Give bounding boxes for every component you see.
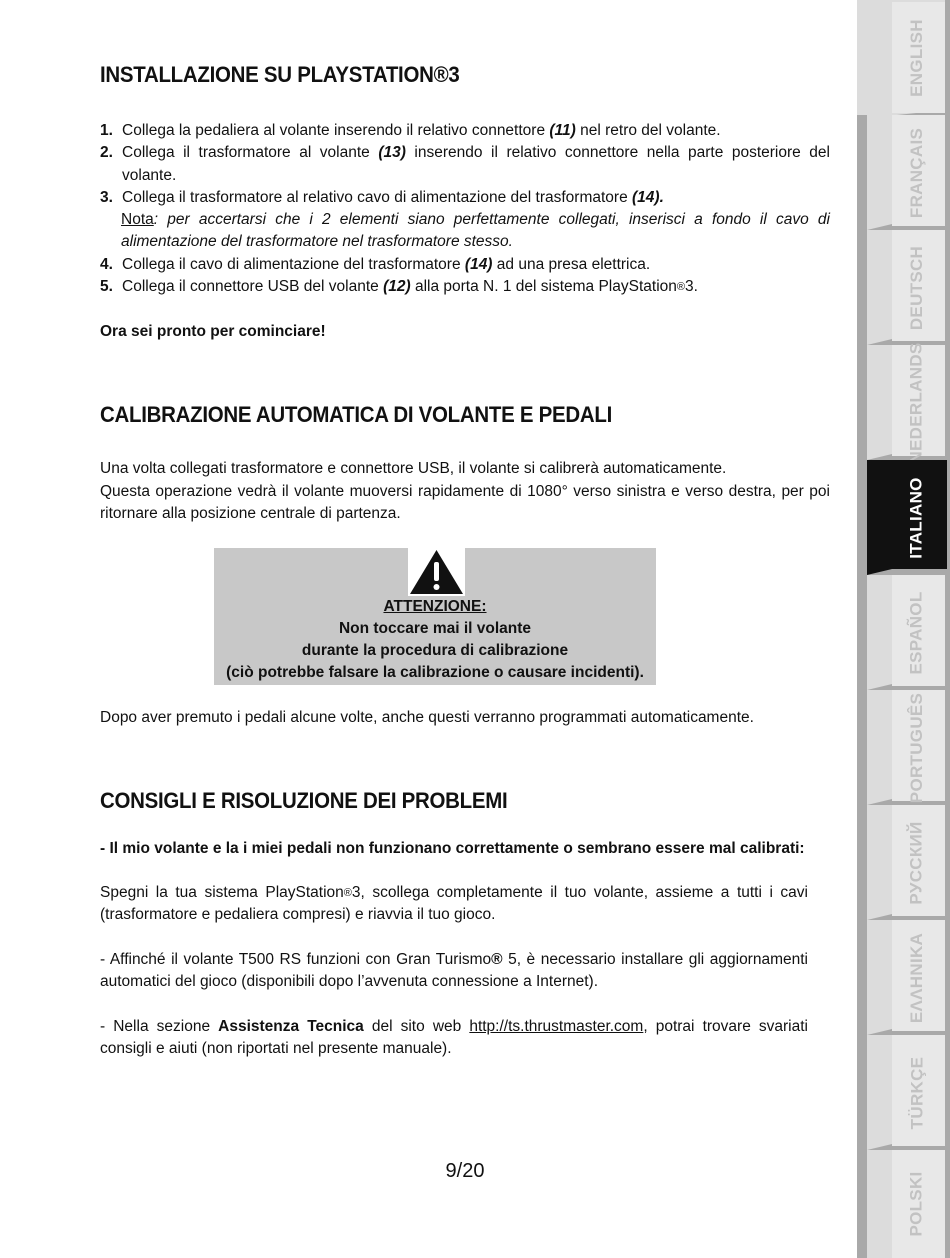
paragraph-text: - Nella sezione bbox=[100, 1018, 219, 1035]
answer-text: Spegni la tua sistema PlayStation bbox=[100, 884, 344, 901]
part-ref: (14). bbox=[632, 188, 664, 206]
step-text: Collega la pedaliera al volante inserendo il relativo connettore bbox=[122, 122, 550, 139]
troubleshooting-paragraph-3 bbox=[100, 1016, 808, 1061]
part-ref: (11) bbox=[549, 122, 576, 139]
warning-title: ATTENZIONE: bbox=[383, 598, 487, 615]
paragraph-text: del sito web bbox=[363, 1018, 470, 1035]
tab-portugues[interactable] bbox=[857, 690, 950, 805]
tab-espanol[interactable] bbox=[857, 575, 950, 690]
section-title-troubleshooting: CONSIGLI E RISOLUZIONE DEI PROBLEMI bbox=[100, 788, 508, 813]
answer-text: 3, scollega completamente il tuo volante, assieme a tutti i cavi (trasformatore e pedaliera compresi) e riavvia il tuo gioco. bbox=[100, 884, 808, 924]
paragraph-text: 5, è necessario installare gli aggiornamenti automatici del gioco (disponibili dopo l’avvenuta connessione a Internet). bbox=[100, 951, 808, 991]
part-ref: (14) bbox=[464, 255, 493, 273]
step-text: alla porta N. 1 del sistema PlayStation bbox=[410, 278, 677, 296]
paragraph-text: - Affinché il volante T500 RS funzioni con Gran Turismo bbox=[100, 951, 492, 968]
step-4 bbox=[100, 254, 830, 276]
troubleshooting-paragraph-2 bbox=[100, 949, 808, 994]
tab-label: ESPAÑOL bbox=[907, 590, 926, 675]
calibration-paragraph-1: Una volta collegati trasformatore e connettore USB, il volante si calibrerà automaticamente. bbox=[100, 460, 727, 477]
tab-label: POLSKI bbox=[907, 1171, 926, 1237]
registered-mark: ® bbox=[491, 951, 503, 968]
step-text: nel retro del volante. bbox=[575, 122, 721, 139]
troubleshooting-question-1: - Il mio volante e la i miei pedali non funzionano correttamente o sembrano essere mal calibrati: bbox=[100, 840, 805, 857]
warning-line-3: (ciò potrebbe falsare la calibrazione o causare incidenti). bbox=[226, 664, 644, 681]
calibration-warning-box bbox=[214, 548, 656, 685]
support-website-link[interactable]: http://ts.thrustmaster.com bbox=[469, 1018, 644, 1035]
calibration-paragraph-3: Dopo aver premuto i pedali alcune volte, anche questi verranno programmati automaticamente. bbox=[100, 709, 754, 726]
tab-label: PORTUGUÊS bbox=[907, 692, 927, 803]
calibration-paragraph-2: Questa operazione vedrà il volante muoversi rapidamente di 1080° verso sinistra e verso destra, per poi ritornare alla posizione centrale di partenza. bbox=[100, 483, 830, 523]
note-text: : per accertarsi che i 2 elementi siano perfettamente collegati, inserisci a fondo il cavo di alimentazione del trasformatore nel trasformatore stesso. bbox=[121, 211, 830, 251]
step-text: Collega il connettore USB del volante bbox=[122, 278, 384, 296]
ready-message: Ora sei pronto per cominciare! bbox=[100, 323, 326, 340]
page-number: 9/20 bbox=[445, 1160, 485, 1182]
tab-turkce[interactable] bbox=[857, 1035, 950, 1150]
registered-mark: ® bbox=[676, 281, 685, 294]
tab-greek[interactable] bbox=[857, 920, 950, 1035]
step-3 bbox=[100, 187, 830, 209]
step-5 bbox=[100, 276, 830, 298]
tab-polski[interactable] bbox=[857, 1150, 950, 1258]
tab-russian[interactable] bbox=[857, 805, 950, 920]
step-text: Collega il cavo di alimentazione del trasformatore bbox=[122, 255, 465, 273]
step-number: 2. bbox=[100, 144, 113, 162]
tab-label: DEUTSCH bbox=[907, 245, 926, 330]
step-text: ad una presa elettrica. bbox=[492, 255, 651, 273]
step-number: 3. bbox=[100, 188, 113, 206]
part-ref: (13) bbox=[378, 144, 406, 162]
tab-label: NEDERLANDS bbox=[907, 341, 926, 464]
step-text: 3. bbox=[684, 278, 698, 296]
tab-english[interactable] bbox=[857, 0, 950, 115]
step-text: Collega il trasformatore al volante bbox=[122, 144, 379, 162]
tab-nederlands[interactable] bbox=[857, 341, 950, 464]
note-label: Nota bbox=[121, 211, 154, 229]
step-1 bbox=[100, 120, 830, 142]
step-2 bbox=[100, 142, 830, 187]
tab-label: ΕΛΛΗΝΙΚΑ bbox=[907, 932, 926, 1023]
step-text: Collega il trasformatore al relativo cavo di alimentazione del trasformatore bbox=[122, 188, 633, 206]
tab-label: FRANÇAIS bbox=[907, 127, 927, 218]
troubleshooting-answer-1 bbox=[100, 882, 808, 927]
section-title-installation: INSTALLAZIONE SU PLAYSTATION®3 bbox=[100, 62, 460, 87]
installation-note bbox=[100, 209, 830, 254]
paragraph-text: , potrai trovare svariati consigli e aiuti (non riportati nel presente manuale). bbox=[100, 1018, 808, 1058]
tab-label: TÜRKÇE bbox=[907, 1056, 927, 1129]
language-tabs-sidebar bbox=[857, 0, 950, 1258]
step-text: inserendo il relativo connettore nella parte posteriore del volante. bbox=[122, 144, 830, 184]
tab-label: ITALIANO bbox=[907, 476, 927, 559]
step-number: 1. bbox=[100, 122, 113, 139]
tab-deutsch[interactable] bbox=[857, 230, 950, 345]
section-title-calibration: CALIBRAZIONE AUTOMATICA DI VOLANTE E PEDALI bbox=[100, 402, 613, 427]
warning-line-1: Non toccare mai il volante bbox=[338, 620, 532, 637]
part-ref: (12) bbox=[383, 278, 411, 296]
tab-label: ENGLISH bbox=[907, 18, 927, 97]
registered-mark: ® bbox=[343, 887, 352, 899]
tab-italiano[interactable] bbox=[857, 460, 950, 575]
support-section-name: Assistenza Tecnica bbox=[218, 1018, 364, 1035]
warning-icon-box bbox=[408, 548, 465, 596]
warning-text bbox=[214, 596, 656, 684]
step-number: 4. bbox=[100, 255, 113, 273]
installation-steps bbox=[100, 120, 830, 298]
tab-francais[interactable] bbox=[857, 115, 950, 230]
warning-line-2: durante la procedura di calibrazione bbox=[301, 642, 569, 659]
tab-label: РУССКИЙ bbox=[907, 820, 927, 905]
step-number: 5. bbox=[100, 278, 113, 296]
warning-triangle-icon bbox=[408, 548, 465, 596]
